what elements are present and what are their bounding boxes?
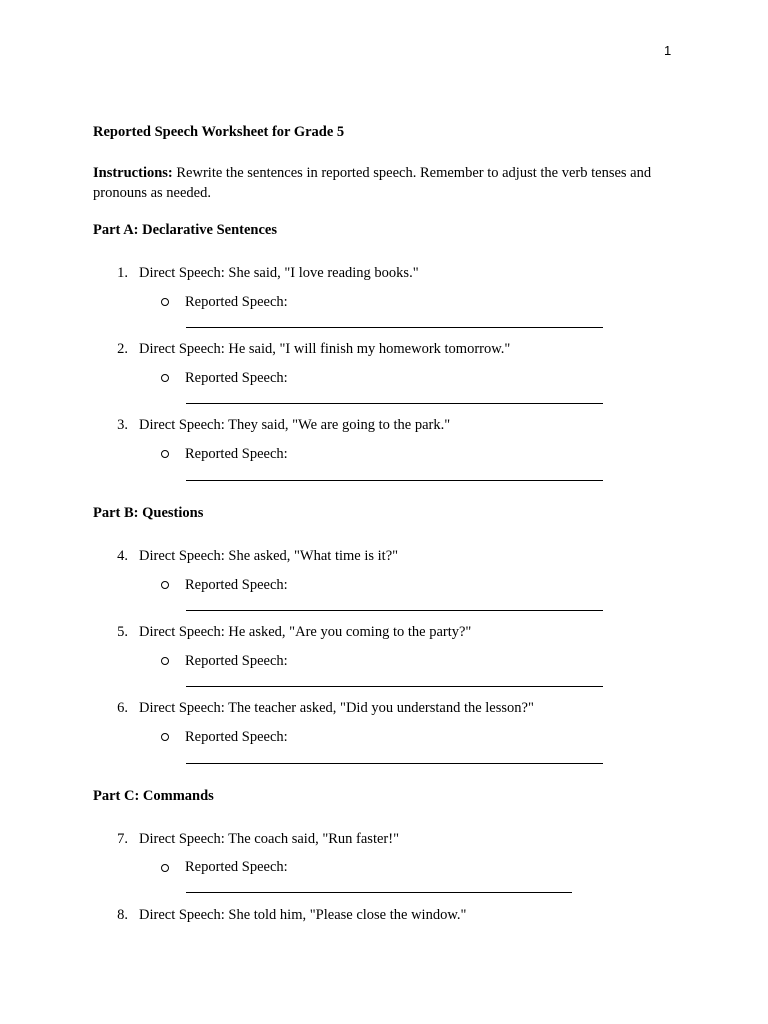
part-a-heading: Part A: Declarative Sentences: [93, 222, 278, 238]
instructions-text: Rewrite the sentences in reported speech. Remember to adjust the verb tenses and pronouns as needed.: [93, 165, 652, 201]
instructions-label: Instructions:: [93, 165, 173, 181]
reported-speech-label: Reported Speech:: [185, 370, 288, 386]
direct-speech-text: Direct Speech: He asked, "Are you coming to the party?": [139, 624, 472, 640]
answer-line[interactable]: [186, 403, 603, 404]
direct-speech-text: Direct Speech: The coach said, "Run faster!": [139, 831, 399, 847]
circle-bullet-icon: [161, 657, 169, 665]
reported-speech-label: Reported Speech:: [185, 729, 288, 745]
direct-speech-text: Direct Speech: She asked, "What time is it?": [139, 548, 399, 564]
direct-speech-text: Direct Speech: He said, "I will finish my homework tomorrow.": [139, 341, 511, 357]
reported-speech-label: Reported Speech:: [185, 294, 288, 310]
circle-bullet-icon: [161, 733, 169, 741]
reported-speech-label: Reported Speech:: [185, 859, 288, 875]
instructions: [93, 163, 673, 203]
page-number: 1: [664, 43, 672, 58]
item-number: 8.: [117, 907, 128, 923]
item-number: 5.: [117, 624, 128, 640]
reported-speech-label: Reported Speech:: [185, 446, 288, 462]
answer-line[interactable]: [186, 763, 603, 764]
circle-bullet-icon: [161, 450, 169, 458]
answer-line[interactable]: [186, 480, 603, 481]
item-number: 6.: [117, 700, 128, 716]
item-number: 3.: [117, 417, 128, 433]
direct-speech-text: Direct Speech: The teacher asked, "Did you understand the lesson?": [139, 700, 534, 716]
worksheet-title: Reported Speech Worksheet for Grade 5: [93, 124, 345, 140]
direct-speech-text: Direct Speech: They said, "We are going to the park.": [139, 417, 451, 433]
answer-line[interactable]: [186, 610, 603, 611]
reported-speech-label: Reported Speech:: [185, 577, 288, 593]
circle-bullet-icon: [161, 298, 169, 306]
item-number: 1.: [117, 265, 128, 281]
item-number: 4.: [117, 548, 128, 564]
item-number: 2.: [117, 341, 128, 357]
circle-bullet-icon: [161, 581, 169, 589]
circle-bullet-icon: [161, 864, 169, 872]
part-c-heading: Part C: Commands: [93, 788, 214, 804]
direct-speech-text: Direct Speech: She told him, "Please close the window.": [139, 907, 467, 923]
reported-speech-label: Reported Speech:: [185, 653, 288, 669]
answer-line[interactable]: [186, 686, 603, 687]
answer-line[interactable]: [186, 327, 603, 328]
circle-bullet-icon: [161, 374, 169, 382]
item-number: 7.: [117, 831, 128, 847]
part-b-heading: Part B: Questions: [93, 505, 204, 521]
direct-speech-text: Direct Speech: She said, "I love reading books.": [139, 265, 419, 281]
answer-line[interactable]: [186, 892, 572, 893]
